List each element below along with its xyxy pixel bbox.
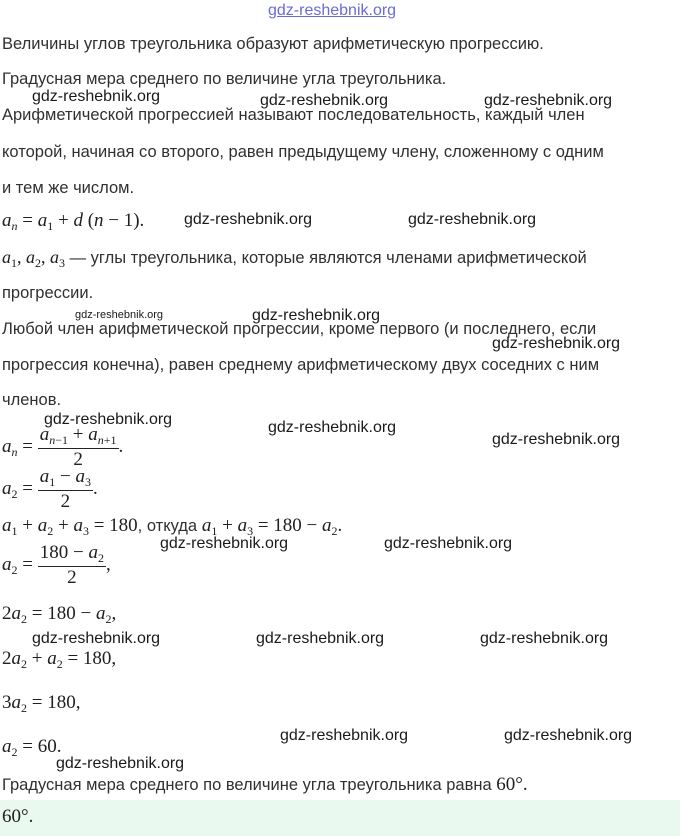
formula-eq4: $a_2 = 60$. (2, 736, 62, 759)
text-line-7: $a_1$, $a_2$, $a_3$ — углы треугольника, которые являются членами арифметической (2, 247, 587, 270)
watermark: gdz-reshebnik.org (480, 630, 609, 647)
text-line-4: которой, начиная со второго, равен предыдущему члену, сложенному с одним (2, 143, 604, 161)
watermark: gdz-reshebnik.org (184, 211, 313, 228)
formula-eq2: $2a_2 + a_2 = 180$, (2, 648, 117, 671)
watermark: gdz-reshebnik.org (280, 727, 409, 744)
watermark: gdz-reshebnik.org (268, 419, 397, 436)
text-line-5: и тем же числом. (2, 179, 135, 197)
formula-a2-fraction: $a_2$ = $\frac{180 - a_2}{2}$ , (2, 542, 111, 588)
text-line-1: Величины углов треугольника образуют арифметическую прогрессию. (2, 35, 544, 53)
text-conclusion: Градусная мера среднего по величине угла треугольника равна 60°. (2, 774, 528, 795)
answer-value: 60°. (2, 806, 34, 827)
text-line-2: Градусная мера среднего по величине угла треугольника. (2, 70, 447, 88)
text-line-11: членов. (2, 391, 62, 409)
watermark: gdz-reshebnik.org (256, 630, 385, 647)
answer-bar (0, 800, 680, 836)
text-line-10: прогрессия конечна), равен среднему арифметическому двух соседних с ним (2, 356, 600, 374)
watermark: gdz-reshebnik.org (32, 88, 161, 105)
watermark: gdz-reshebnik.org (384, 535, 513, 552)
watermark: gdz-reshebnik.org (44, 411, 173, 428)
formula-eq3: $3a_2 = 180$, (2, 692, 81, 715)
top-watermark[interactable]: gdz-reshebnik.org (268, 2, 397, 19)
text-line-8: прогрессии. (2, 284, 94, 302)
watermark: gdz-reshebnik.org (260, 92, 389, 109)
watermark: gdz-reshebnik.org (484, 92, 613, 109)
watermark: gdz-reshebnik.org (492, 431, 621, 448)
formula-general-term: $a_n = a_1 + d$ (n − 1). (2, 210, 145, 233)
formula-sum: $a_1 + a_2 + a_3 = 180$, откуда $a_1 + a_3 = 180 - a_2$. (2, 515, 343, 538)
watermark: gdz-reshebnik.org (32, 630, 161, 647)
text-line-9: Любой член арифметической прогрессии, кроме первого (и последнего, если (2, 320, 597, 338)
formula-mean-a2: $a_2$ = $\frac{a_1 - a_3}{2}$ . (2, 466, 98, 512)
watermark: gdz-reshebnik.org (408, 211, 537, 228)
watermark: gdz-reshebnik.org (160, 535, 289, 552)
watermark-small: gdz-reshebnik.org (75, 309, 164, 321)
watermark: gdz-reshebnik.org (252, 307, 381, 324)
watermark: gdz-reshebnik.org (56, 755, 185, 772)
formula-eq1: $2a_2 = 180 - a_2$, (2, 603, 117, 626)
text-line-3: Арифметической прогрессией называют последовательность, каждый член (2, 106, 585, 124)
formula-mean-general: $a_n$ = $\frac{a_{n-1} + a_{n+1}}{2}$ . (2, 424, 124, 470)
watermark: gdz-reshebnik.org (504, 727, 633, 744)
watermark: gdz-reshebnik.org (492, 335, 621, 352)
